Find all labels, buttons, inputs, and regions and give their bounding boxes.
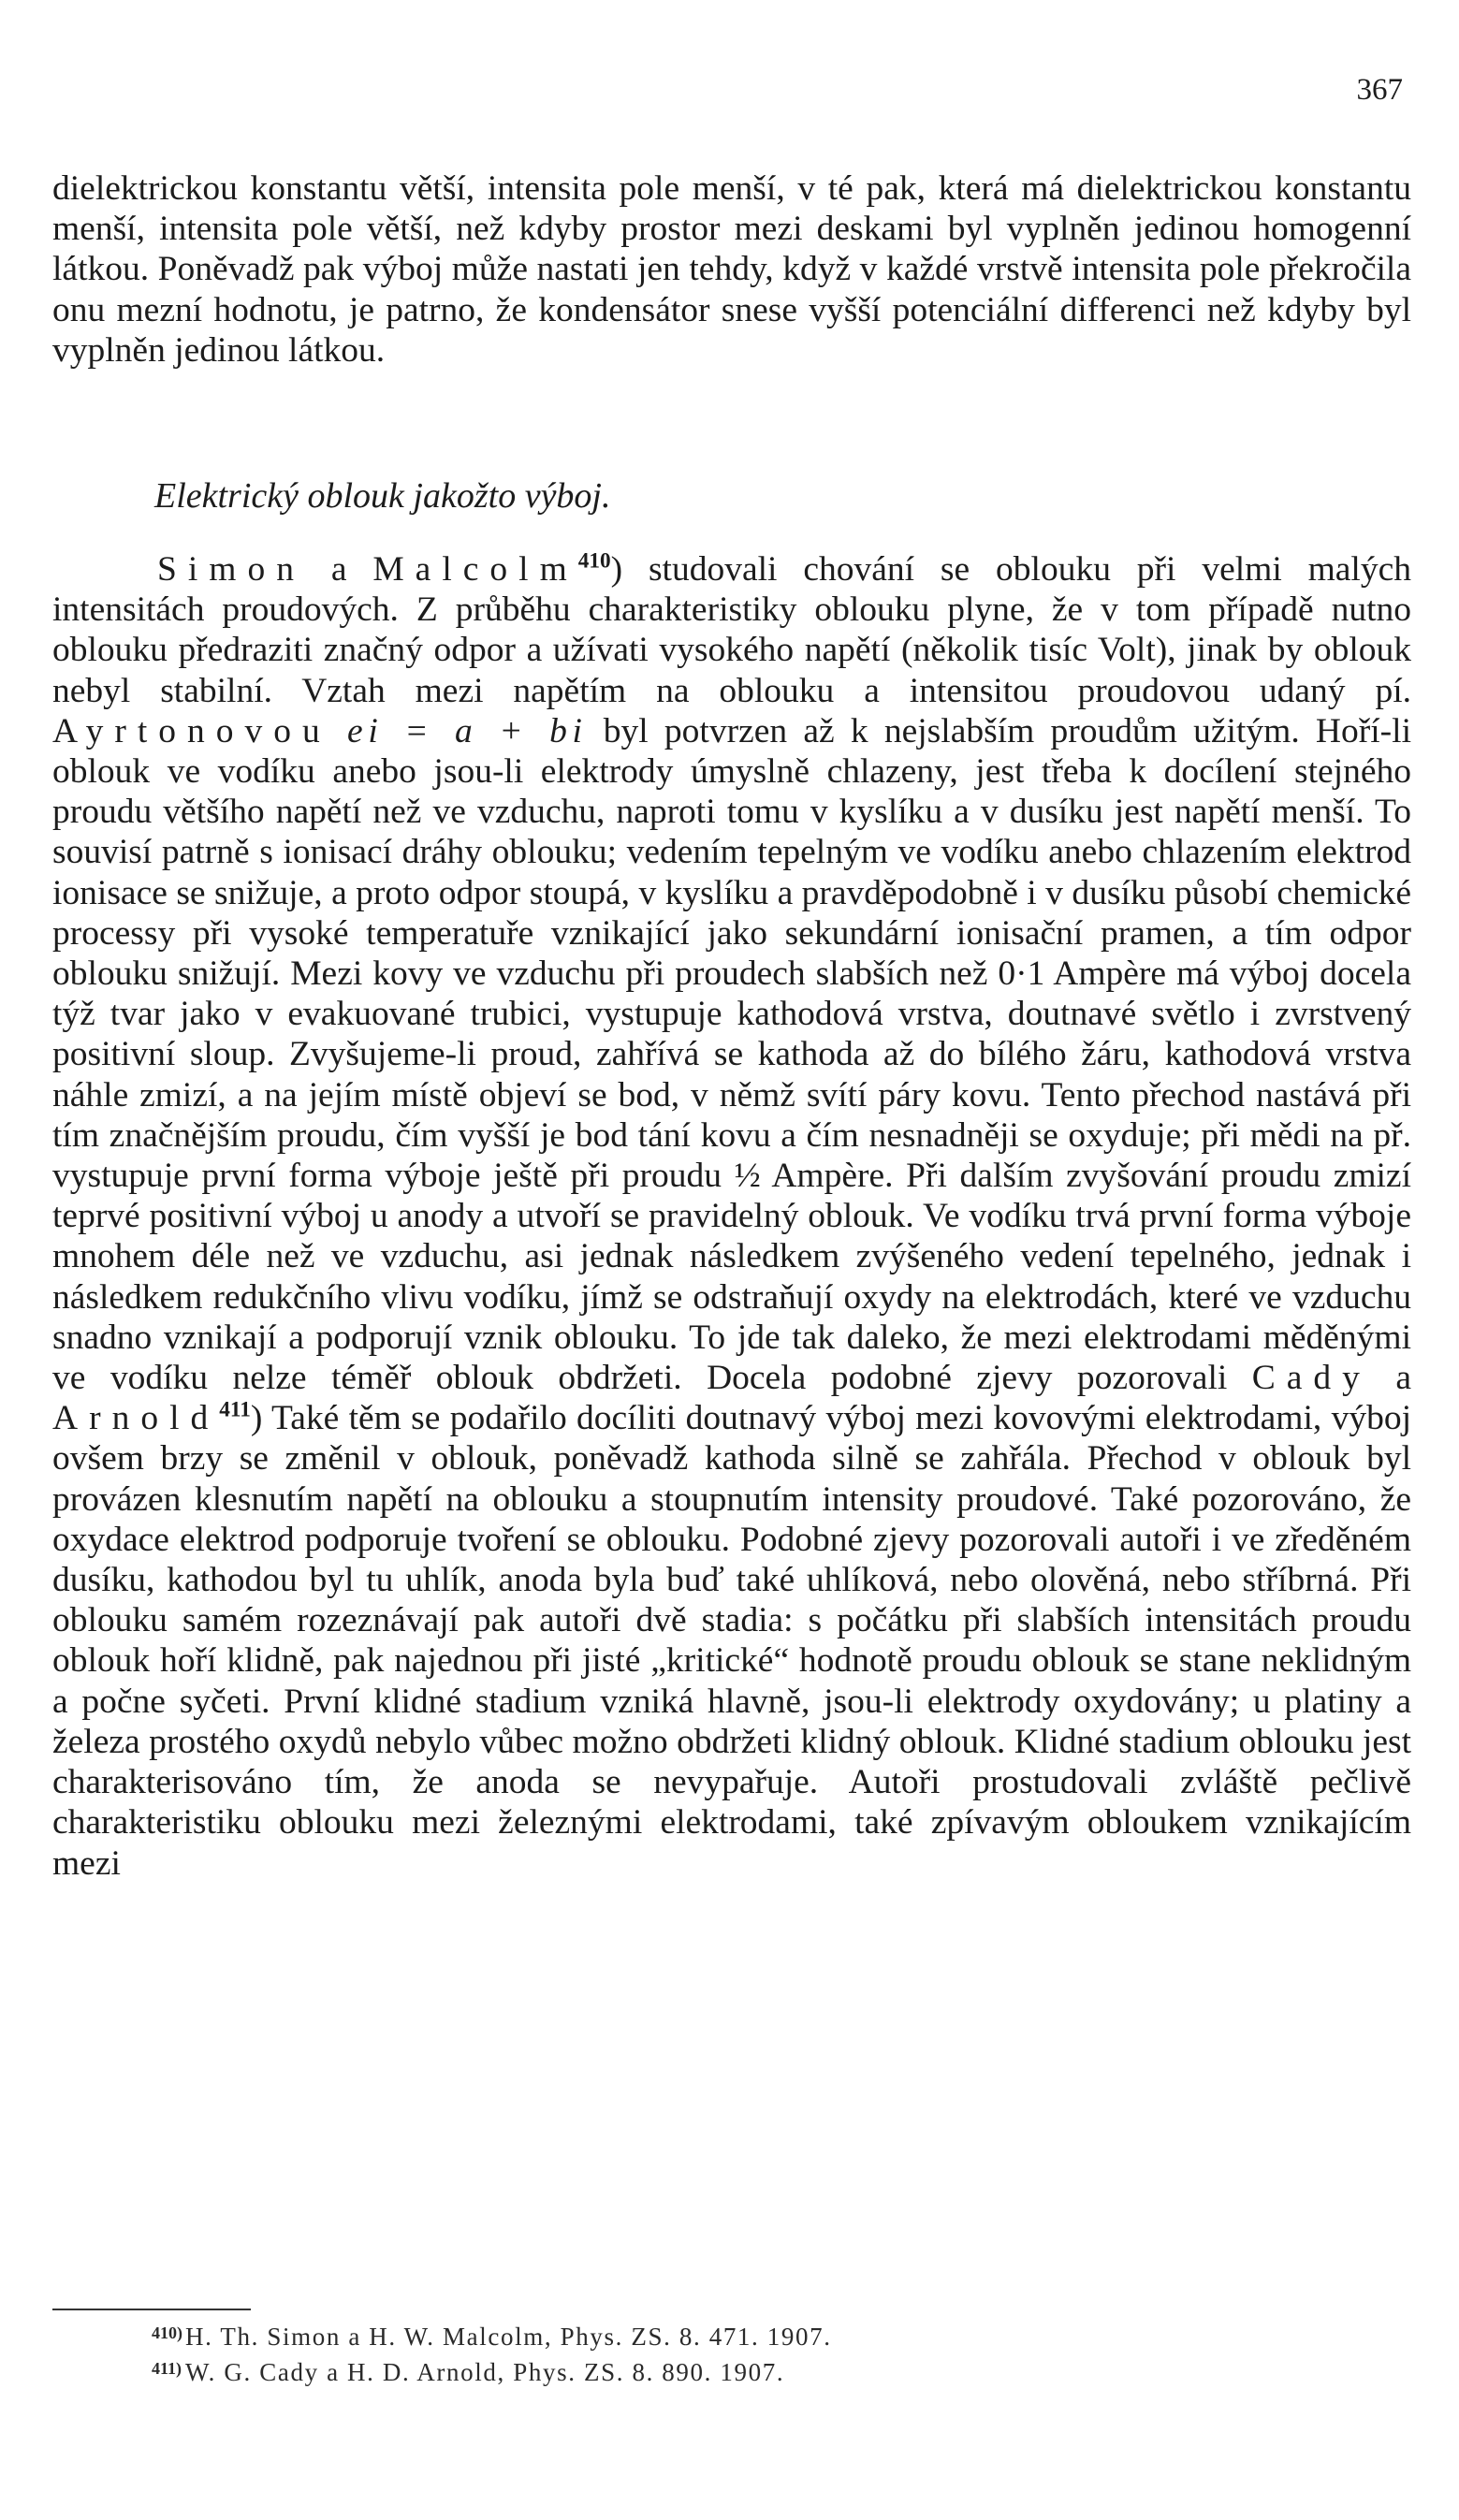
conjunction: a <box>1370 1359 1411 1398</box>
paragraph-electric-arc <box>52 549 1411 1884</box>
page-number: 367 <box>1356 73 1403 107</box>
footnote-ref-411: 411 <box>219 1397 251 1422</box>
author-malcolm: Malcolm <box>372 550 578 589</box>
footnote-text: W. G. Cady a H. D. Arnold, Phys. ZS. 8. 890. 1907. <box>185 2358 785 2386</box>
section-heading: Elektrický oblouk jakožto výboj. <box>154 476 611 516</box>
footnote-text: H. Th. Simon a H. W. Malcolm, Phys. ZS. 8. 471. 1907. <box>185 2323 832 2351</box>
author-arnold: Arnold <box>52 1399 220 1438</box>
conjunction: a <box>304 550 373 589</box>
paragraph-text-a: ) studovali chování se oblouku při velmi malých intensitách proudových. Z průběhu charakteristiky oblouku plyne, že v tom případě nutno oblouku předraziti značný odpor a užívati vysokého napětí (několik tisíc Volt), jinak by oblouk nebyl stabilní. Vztah mezi napětím na oblouku a intensitou proudovou udaný pí. <box>52 550 1411 710</box>
footnote-411 <box>52 2354 1411 2390</box>
paragraph-text-c: ) Také těm se podařilo docíliti doutnavý výboj mezi kovovými elektrodami, výboj ovšem brzy se změnil v oblouk, poněvadž kathoda silně se zahřála. Přechod v oblouk byl provázen klesnutím napětí na oblouku a stoupnutím intensity proudové. Také pozorováno, že oxydace elektrod podporuje tvoření se oblouku. Podobné zjevy pozorovali autoři i ve zředěném dusíku, kathodou byl tu uhlík, anoda byla buď také uhlíková, nebo olověná, nebo stříbrná. Při oblouku samém rozeznávají pak autoři dvě stadia: s počátku při slabších intensitách proudu oblouk hoří klidně, pak najednou při jisté „kritické“ hodnotě proudu oblouk se stane neklidným a počne syčeti. První klidné stadium vzniká hlavně, jsou-li elektrody oxydovány; u platiny a železa prostého oxydů nebylo vůbec možno obdržeti klidný oblouk. Klidné stadium oblouku jest charakterisováno tím, že anoda se nevypařuje. Autoři prostudovali zvláště pečlivě charakteristiku oblouku mezi železnými elektrodami, také zpívavým obloukem vznikajícím mezi <box>52 1399 1411 1883</box>
author-simon: Simon <box>157 550 305 589</box>
footnote-mark: 410) <box>152 2323 182 2342</box>
footnote-divider <box>52 2309 251 2310</box>
footnotes <box>52 2319 1411 2390</box>
author-cady: Cady <box>1251 1359 1371 1398</box>
formula: ei = a + bi <box>347 711 588 750</box>
footnote-ref-410: 410 <box>577 548 611 574</box>
paragraph-text-b: byl potvrzen až k nejslabším proudům užitým. Hoří-li oblouk ve vodíku anebo jsou-li elektrody úmyslně chlazeny, jest třeba k docílení stejného proudu většího napětí než ve vzduchu, naproti tomu v kyslíku a v dusíku jest napětí menší. To souvisí patrně s ionisací dráhy oblouku; vedením tepelným ve vodíku anebo chlazením elektrod ionisace se snižuje, a proto odpor stoupá, v kyslíku a pravděpodobně i v dusíku působí chemické processy při vysoké temperatuře vznikající jako sekundární ionisační pramen, a tím odpor oblouku snižují. Mezi kovy ve vzduchu při proudech slabších než 0·1 Ampère má výboj docela týž tvar jako v evakuované trubici, vystupuje kathodová vrstva, doutnavé světlo i zvrstvený positivní sloup. Zvyšujeme-li proud, zahřívá se kathoda až do bílého žáru, kathodová vrstva náhle zmizí, a na jejím místě objeví se bod, v němž svítí páry kovu. Tento přechod nastává při tím značnějším proudu, čím vyšší je bod tání kovu a čím nesnadněji se oxyduje; při mědi na př. vystupuje první forma výboje ještě při proudu ½ Ampère. Při dalším zvyšování proudu zmizí teprvé positivní výboj u anody a utvoří se pravidelný oblouk. Ve vodíku trvá první forma výboje mnohem déle než ve vzduchu, asi jednak následkem zvýšeného vedení tepelného, jednak i následkem redukčního vlivu vodíku, jímž se odstraňují oxydy na elektrodách, které ve vzduchu snadno vznikají a podporují vznik oblouku. To jde tak daleko, že mezi elektrodami měděnými ve vodíku nelze téměř oblouk obdržeti. Docela podobné zjevy pozorovali <box>52 711 1411 1398</box>
footnote-mark: 411) <box>152 2359 182 2378</box>
paragraph-continued: dielektrickou konstantu větší, intensita pole menší, v té pak, která má dielektrickou konstantu menší, intensita pole větší, než kdyby prostor mezi deskami byl vyplněn jedinou homogenní látkou. Poněvadž pak výboj může nastati jen tehdy, když v každé vrstvě intensita pole překročila onu mezní hodnotu, je patrno, že kondensátor snese vyšší potenciální differenci než kdyby byl vyplněn jedinou látkou. <box>52 169 1411 370</box>
author-ayrton: Ayrtonovou <box>52 711 331 750</box>
footnote-410 <box>52 2319 1411 2354</box>
